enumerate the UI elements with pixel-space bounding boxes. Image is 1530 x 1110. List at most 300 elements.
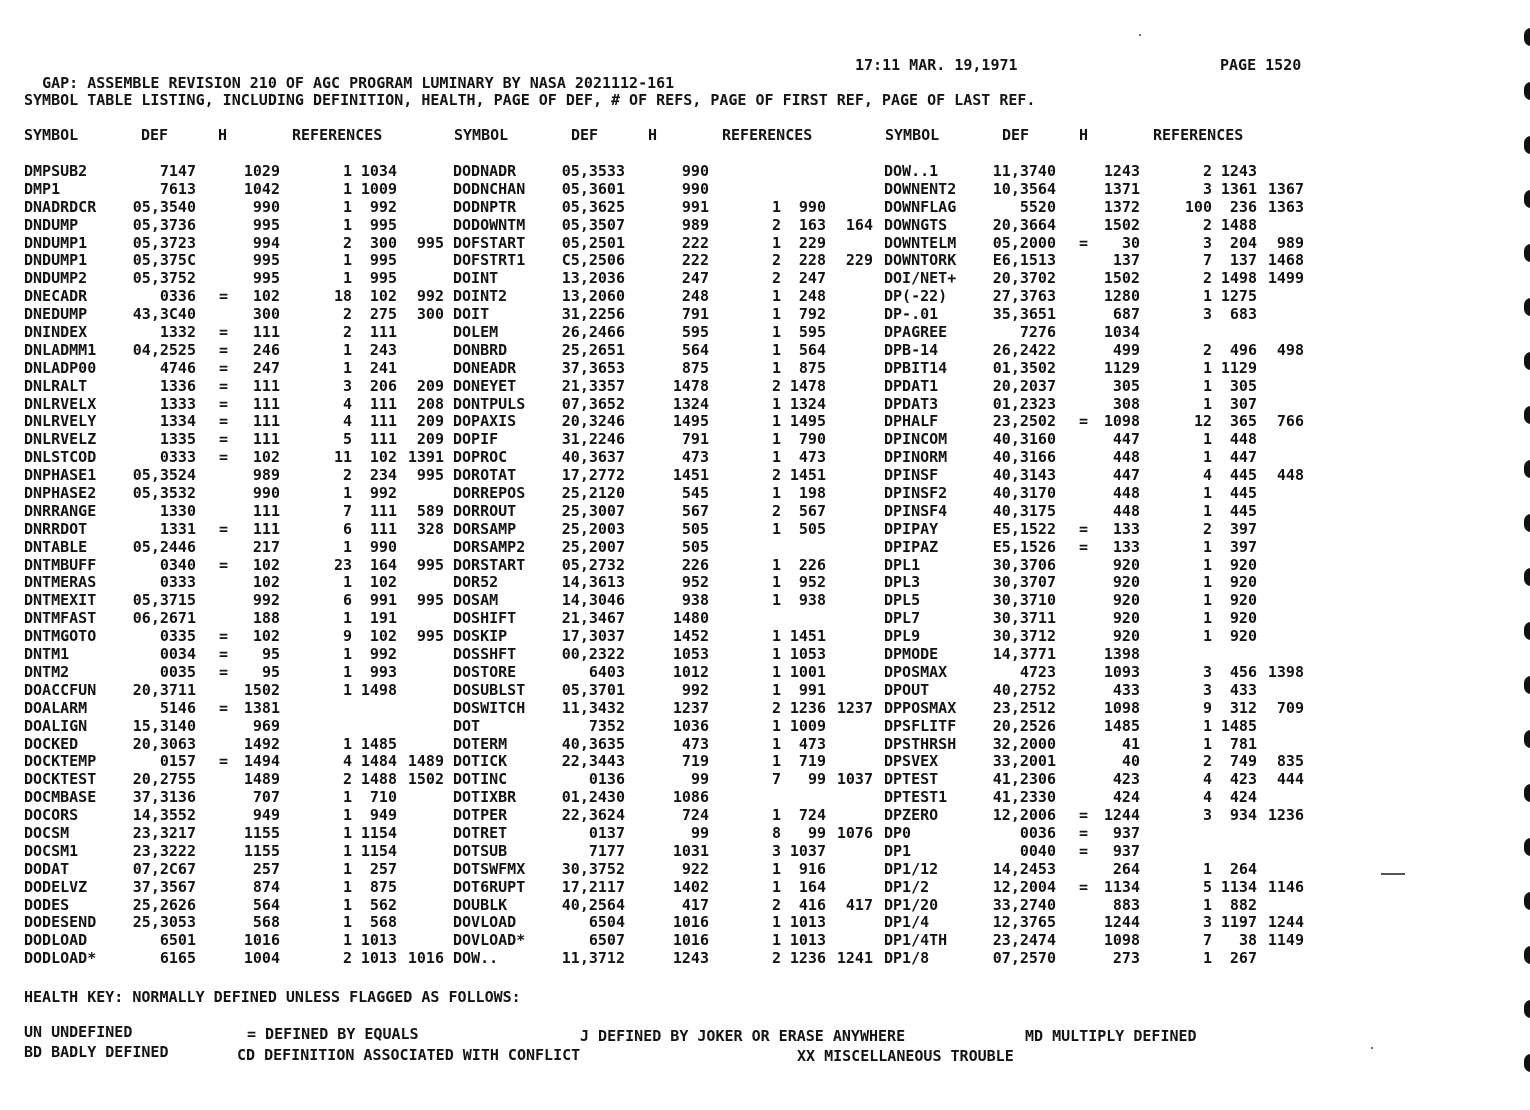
def-page: 920 (1112, 573, 1140, 592)
first-ref-page: 473 (798, 448, 826, 467)
symbol-name: DNDUMP1 (24, 251, 88, 270)
symbol-name: DODAT (24, 859, 70, 878)
symbol-def: 26,2466 (561, 323, 625, 342)
symbol-name: DNINDEX (24, 323, 88, 342)
def-page: 257 (252, 859, 280, 878)
first-ref-page: 433 (1229, 680, 1257, 699)
first-ref-page: 102 (369, 627, 397, 646)
def-page: 564 (252, 895, 280, 914)
def-page: 1243 (1103, 162, 1140, 180)
table-row (24, 306, 444, 324)
table-row (24, 199, 444, 217)
last-ref-page: 995 (416, 627, 444, 646)
symbol-name: DNADRDCR (24, 197, 97, 216)
table-row (24, 628, 444, 646)
symbol-name: DPDAT3 (884, 394, 939, 413)
first-ref-page: 1013 (360, 931, 397, 950)
def-page: 719 (681, 752, 709, 771)
table-row (24, 467, 444, 485)
ref-count: 23 (333, 555, 352, 574)
symbol-name: DODLOAD (24, 931, 88, 950)
symbol-def: 40,3637 (561, 448, 625, 467)
first-ref-page: 234 (369, 466, 397, 485)
column-header-references: REFERENCES (292, 126, 383, 144)
ref-count: 1 (771, 627, 781, 646)
first-ref-page: 445 (1229, 466, 1257, 485)
table-row (453, 199, 873, 217)
table-row (453, 700, 873, 718)
table-row (453, 736, 873, 754)
symbol-def: 1332 (159, 323, 196, 342)
def-page: 448 (1112, 501, 1140, 520)
def-page: 111 (252, 412, 280, 431)
first-ref-page: 445 (1229, 484, 1257, 503)
last-ref-page: 1149 (1267, 931, 1304, 950)
symbol-name: DODNCHAN (453, 179, 526, 198)
symbol-name: DOWNENT2 (884, 179, 957, 198)
def-page: 1381 (243, 698, 280, 717)
def-page: 1371 (1103, 179, 1140, 198)
def-page: 952 (681, 573, 709, 592)
def-page: 1480 (672, 609, 709, 628)
symbol-def: 6165 (159, 949, 196, 968)
symbol-def: 33,2001 (992, 752, 1056, 771)
symbol-def: 25,2120 (561, 484, 625, 503)
ref-count: 1 (771, 197, 781, 216)
table-row (884, 932, 1304, 950)
def-page: 248 (681, 287, 709, 306)
symbol-def: 40,2752 (992, 680, 1056, 699)
def-page: 473 (681, 448, 709, 467)
health-key-item: XX MISCELLANEOUS TROUBLE (797, 1047, 1014, 1065)
symbol-name: DODOWNTM (453, 215, 526, 234)
symbol-def: 31,2256 (561, 305, 625, 324)
symbol-def: 1330 (159, 501, 196, 520)
last-ref-page: 995 (416, 466, 444, 485)
table-row (884, 503, 1304, 521)
table-row (884, 897, 1304, 915)
def-page: 1155 (243, 823, 280, 842)
ref-count: 1 (342, 788, 352, 807)
symbol-def: 1335 (159, 430, 196, 449)
symbol-def: 26,2422 (992, 340, 1056, 359)
def-page: 99 (690, 770, 709, 789)
ref-count: 1 (342, 662, 352, 681)
table-row (884, 789, 1304, 807)
symbol-def: 17,2117 (561, 877, 625, 896)
symbol-def: 14,2453 (992, 859, 1056, 878)
symbol-def: 25,3053 (132, 913, 196, 932)
first-ref-page: 934 (1229, 806, 1257, 825)
first-ref-page: 1009 (789, 716, 826, 735)
table-row (884, 610, 1304, 628)
symbol-name: DODELVZ (24, 877, 88, 896)
symbol-name: DOCKED (24, 734, 79, 753)
ref-count: 3 (342, 376, 352, 395)
symbol-column (453, 163, 873, 968)
first-ref-page: 99 (807, 823, 826, 842)
symbol-name: DOT (453, 716, 481, 735)
symbol-def: 06,2671 (132, 609, 196, 628)
symbol-name: DOFSTRT1 (453, 251, 526, 270)
table-row (453, 753, 873, 771)
symbol-name: DPINSF (884, 466, 939, 485)
first-ref-page: 992 (369, 197, 397, 216)
symbol-name: DOR52 (453, 573, 499, 592)
ref-count: 1 (771, 484, 781, 503)
def-page: 989 (681, 215, 709, 234)
table-row (453, 342, 873, 360)
ref-count: 1 (771, 662, 781, 681)
def-page: 1502 (243, 680, 280, 699)
table-row (884, 485, 1304, 503)
first-ref-page: 875 (798, 358, 826, 377)
ref-count: 12 (1193, 412, 1212, 431)
symbol-def: 05,2000 (992, 233, 1056, 252)
symbol-name: DPMODE (884, 645, 939, 664)
table-row (453, 789, 873, 807)
ref-count: 1 (342, 340, 352, 359)
symbol-name: DNDUMP2 (24, 269, 88, 288)
def-page: 990 (252, 197, 280, 216)
def-page: 133 (1112, 519, 1140, 538)
symbol-name: DOCSM (24, 823, 70, 842)
symbol-def: 12,2004 (992, 877, 1056, 896)
symbol-def: 30,3710 (992, 591, 1056, 610)
table-row (24, 771, 444, 789)
def-page: 111 (252, 501, 280, 520)
health-flag: = (219, 323, 229, 342)
symbol-def: 17,2772 (561, 466, 625, 485)
health-flag: = (219, 698, 229, 717)
symbol-def: 1334 (159, 412, 196, 431)
first-ref-page: 473 (798, 734, 826, 753)
table-row (884, 574, 1304, 592)
symbol-def: 05,3625 (561, 197, 625, 216)
def-page: 1492 (243, 734, 280, 753)
symbol-def: 7147 (159, 162, 196, 180)
column-header-references: REFERENCES (722, 126, 813, 144)
ref-count: 2 (771, 698, 781, 717)
table-row (884, 879, 1304, 897)
first-ref-page: 307 (1229, 394, 1257, 413)
def-page: 222 (681, 233, 709, 252)
ref-count: 1 (771, 931, 781, 950)
health-flag: = (1079, 412, 1089, 431)
table-row (884, 163, 1304, 181)
first-ref-page: 920 (1229, 555, 1257, 574)
stray-mark (1371, 1047, 1373, 1049)
last-ref-page: 208 (416, 394, 444, 413)
symbol-def: 14,3046 (561, 591, 625, 610)
def-page: 1031 (672, 841, 709, 860)
tractor-feed-hole (1524, 190, 1530, 208)
ref-count: 4 (1202, 466, 1212, 485)
symbol-def: 5146 (159, 698, 196, 717)
table-row (24, 897, 444, 915)
def-page: 1134 (1103, 877, 1140, 896)
first-ref-page: 1498 (360, 680, 397, 699)
first-ref-page: 1324 (789, 394, 826, 413)
table-row (884, 807, 1304, 825)
def-page: 990 (681, 179, 709, 198)
tractor-feed-hole (1524, 298, 1530, 316)
ref-count: 1 (1202, 859, 1212, 878)
ref-count: 1 (771, 645, 781, 664)
symbol-name: DOVLOAD* (453, 931, 526, 950)
tractor-feed-hole (1524, 244, 1530, 262)
tractor-feed-hole (1524, 622, 1530, 640)
ref-count: 2 (342, 466, 352, 485)
health-key-item: UN UNDEFINED (24, 1023, 133, 1041)
symbol-name: DP1/8 (884, 949, 930, 968)
first-ref-page: 993 (369, 662, 397, 681)
symbol-name: DMP1 (24, 179, 61, 198)
symbol-name: DOTPER (453, 806, 508, 825)
first-ref-page: 445 (1229, 501, 1257, 520)
def-page: 989 (252, 466, 280, 485)
symbol-def: 17,3037 (561, 627, 625, 646)
def-page: 102 (252, 448, 280, 467)
symbol-def: 05,3524 (132, 466, 196, 485)
def-page: 1495 (672, 412, 709, 431)
health-flag: = (219, 287, 229, 306)
def-page: 264 (1112, 859, 1140, 878)
first-ref-page: 1009 (360, 179, 397, 198)
symbol-def: 0136 (588, 770, 625, 789)
table-row (884, 199, 1304, 217)
symbol-name: DPL1 (884, 555, 921, 574)
ref-count: 6 (342, 519, 352, 538)
symbol-name: DPINCOM (884, 430, 948, 449)
def-page: 1042 (243, 179, 280, 198)
first-ref-page: 204 (1229, 233, 1257, 252)
first-ref-page: 275 (369, 305, 397, 324)
table-row (884, 861, 1304, 879)
symbol-def: 04,2525 (132, 340, 196, 359)
symbol-name: DOCORS (24, 806, 79, 825)
tractor-feed-hole (1524, 1054, 1530, 1072)
def-page: 1402 (672, 877, 709, 896)
symbol-name: DNTMBUFF (24, 555, 97, 574)
symbol-name: DPSTHRSH (884, 734, 957, 753)
first-ref-page: 1236 (789, 698, 826, 717)
table-row (453, 897, 873, 915)
first-ref-page: 247 (798, 269, 826, 288)
first-ref-page: 1013 (789, 913, 826, 932)
symbol-def: 20,3246 (561, 412, 625, 431)
first-ref-page: 257 (369, 859, 397, 878)
first-ref-page: 102 (369, 448, 397, 467)
first-ref-page: 882 (1229, 895, 1257, 914)
symbol-def: 05,3715 (132, 591, 196, 610)
symbol-name: DPDAT1 (884, 376, 939, 395)
symbol-def: 05,3701 (561, 680, 625, 699)
first-ref-page: 595 (798, 323, 826, 342)
first-ref-page: 920 (1229, 627, 1257, 646)
symbol-def: 25,2626 (132, 895, 196, 914)
first-ref-page: 164 (798, 877, 826, 896)
def-page: 1098 (1103, 412, 1140, 431)
symbol-def: 37,3567 (132, 877, 196, 896)
first-ref-page: 710 (369, 788, 397, 807)
ref-count: 1 (1202, 376, 1212, 395)
symbol-def: 23,2502 (992, 412, 1056, 431)
symbol-name: DNTMERAS (24, 573, 97, 592)
table-row (453, 861, 873, 879)
ref-count: 5 (1202, 877, 1212, 896)
symbol-name: DOUBLK (453, 895, 508, 914)
ref-count: 1 (771, 877, 781, 896)
column-header-def: DEF (141, 126, 169, 144)
symbol-name: DP(-22) (884, 287, 948, 306)
symbol-def: 33,2740 (992, 895, 1056, 914)
first-ref-page: 243 (369, 340, 397, 359)
ref-count: 3 (1202, 662, 1212, 681)
table-row (884, 825, 1304, 843)
symbol-def: 6403 (588, 662, 625, 681)
table-row (884, 396, 1304, 414)
first-ref-page: 1134 (1220, 877, 1257, 896)
first-ref-page: 1495 (789, 412, 826, 431)
first-ref-page: 995 (369, 251, 397, 270)
first-ref-page: 111 (369, 412, 397, 431)
first-ref-page: 920 (1229, 573, 1257, 592)
symbol-def: 40,3635 (561, 734, 625, 753)
symbol-name: DPPOSMAX (884, 698, 957, 717)
health-flag: = (1079, 841, 1089, 860)
symbol-def: 4723 (1019, 662, 1056, 681)
first-ref-page: 1013 (360, 949, 397, 968)
def-page: 1244 (1103, 913, 1140, 932)
ref-count: 1 (771, 287, 781, 306)
ref-count: 4 (342, 394, 352, 413)
column-header-h: H (648, 126, 658, 144)
ref-count: 1 (1202, 430, 1212, 449)
table-row (24, 789, 444, 807)
table-row (453, 718, 873, 736)
first-ref-page: 995 (369, 215, 397, 234)
ref-count: 1 (771, 806, 781, 825)
def-page: 995 (252, 215, 280, 234)
table-row (453, 288, 873, 306)
health-key-item: BD BADLY DEFINED (24, 1043, 169, 1061)
def-page: 990 (681, 162, 709, 180)
ref-count: 3 (1202, 680, 1212, 699)
first-ref-page: 99 (807, 770, 826, 789)
table-row (453, 235, 873, 253)
ref-count: 1 (342, 162, 352, 180)
symbol-def: 20,3702 (992, 269, 1056, 288)
symbol-def: 05,3533 (561, 162, 625, 180)
first-ref-page: 397 (1229, 537, 1257, 556)
column-header-h: H (218, 126, 228, 144)
symbol-name: DOTINC (453, 770, 508, 789)
symbol-def: 41,2306 (992, 770, 1056, 789)
listing-title: GAP: ASSEMBLE REVISION 210 OF AGC PROGRAM LUMINARY BY NASA 2021112-161 (42, 74, 675, 92)
ref-count: 5 (342, 430, 352, 449)
column-header-symbol: SYMBOL (454, 126, 509, 144)
symbol-def: 1336 (159, 376, 196, 395)
health-flag: = (1079, 823, 1089, 842)
symbol-name: DNLRALT (24, 376, 88, 395)
def-page: 137 (1112, 251, 1140, 270)
first-ref-page: 163 (798, 215, 826, 234)
ref-count: 1 (771, 573, 781, 592)
ref-count: 1 (1202, 448, 1212, 467)
tractor-feed-hole (1524, 784, 1530, 802)
def-page: 417 (681, 895, 709, 914)
first-ref-page: 264 (1229, 859, 1257, 878)
ref-count: 3 (1202, 806, 1212, 825)
last-ref-page: 417 (845, 895, 873, 914)
table-row (884, 592, 1304, 610)
def-page: 1029 (243, 162, 280, 180)
symbol-name: DP1/20 (884, 895, 939, 914)
first-ref-page: 1478 (789, 376, 826, 395)
table-row (884, 736, 1304, 754)
def-page: 1324 (672, 394, 709, 413)
ref-count: 1 (1202, 949, 1212, 968)
health-flag: = (1079, 877, 1089, 896)
symbol-name: DNRRDOT (24, 519, 88, 538)
def-page: 938 (681, 591, 709, 610)
ref-count: 2 (342, 949, 352, 968)
ref-count: 1 (771, 555, 781, 574)
table-row (24, 592, 444, 610)
first-ref-page: 1243 (1220, 162, 1257, 180)
first-ref-page: 102 (369, 287, 397, 306)
table-row (884, 449, 1304, 467)
symbol-def: 0036 (1019, 823, 1056, 842)
first-ref-page: 875 (369, 877, 397, 896)
ref-count: 1 (1202, 591, 1212, 610)
symbol-def: 40,2564 (561, 895, 625, 914)
table-row (884, 718, 1304, 736)
def-page: 990 (252, 484, 280, 503)
def-page: 505 (681, 519, 709, 538)
symbol-name: DNECADR (24, 287, 88, 306)
symbol-name: DPIPAZ (884, 537, 939, 556)
symbol-column (24, 163, 444, 968)
def-page: 433 (1112, 680, 1140, 699)
ref-count: 2 (771, 466, 781, 485)
def-page: 991 (681, 197, 709, 216)
table-row (884, 521, 1304, 539)
first-ref-page: 562 (369, 895, 397, 914)
column-header-references: REFERENCES (1153, 126, 1244, 144)
table-row (453, 557, 873, 575)
ref-count: 2 (771, 251, 781, 270)
symbol-def: 22,3624 (561, 806, 625, 825)
ref-count: 2 (771, 215, 781, 234)
first-ref-page: 1275 (1220, 287, 1257, 306)
first-ref-page: 952 (798, 573, 826, 592)
symbol-name: DP-.01 (884, 305, 939, 324)
first-ref-page: 990 (798, 197, 826, 216)
last-ref-page: 1468 (1267, 251, 1304, 270)
def-page: 111 (252, 323, 280, 342)
symbol-def: 0137 (588, 823, 625, 842)
ref-count: 1 (342, 269, 352, 288)
ref-count: 3 (1202, 913, 1212, 932)
table-row (453, 306, 873, 324)
symbol-name: DP1/2 (884, 877, 930, 896)
def-page: 133 (1112, 537, 1140, 556)
symbol-def: 1331 (159, 519, 196, 538)
table-row (24, 825, 444, 843)
symbol-def: 0040 (1019, 841, 1056, 860)
